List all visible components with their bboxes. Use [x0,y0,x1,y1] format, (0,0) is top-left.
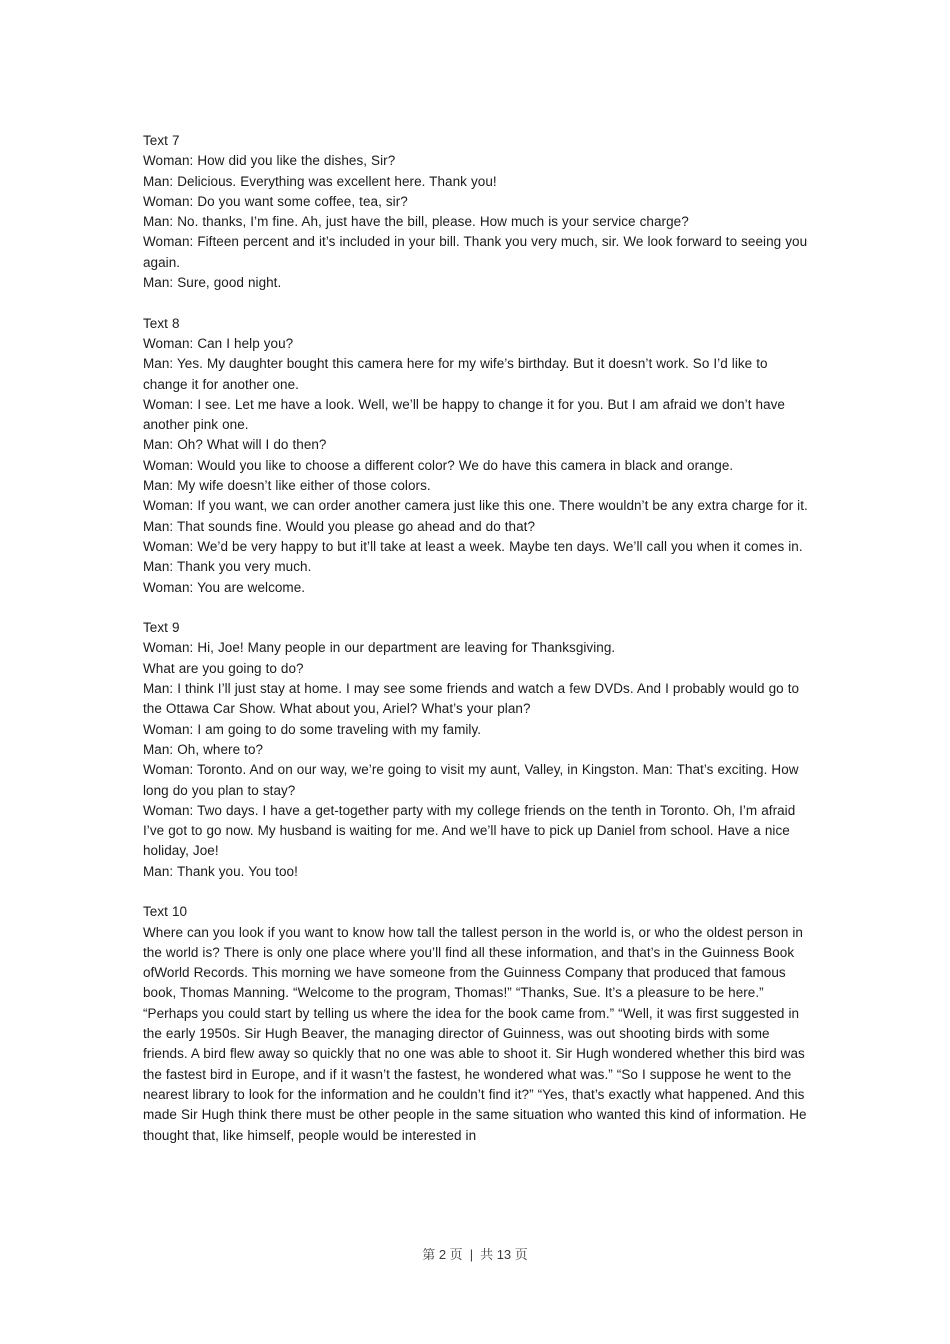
transcript-paragraph: Woman: Do you want some coffee, tea, sir? [143,193,408,209]
section-heading: Text 9 [143,620,180,636]
transcript-paragraph: Woman: Hi, Joe! Many people in our department are leaving for Thanksgiving. [143,640,616,656]
transcript-section [143,618,809,882]
footer-current-page: 第 2 页 [422,1247,463,1262]
section-heading: Text 7 [143,133,180,148]
transcript-paragraph: Man: That sounds fine. Would you please go ahead and do that? [143,518,536,534]
transcript-section [143,314,809,598]
transcript-paragraph: Man: Oh? What will I do then? [143,437,327,453]
transcript-paragraph: Man: Thank you. You too! [143,863,298,879]
transcript-paragraph: Woman: Toronto. And on our way, we’re going to visit my aunt, Valley, in Kingston. Man: That’s exciting. How long do you plan to stay? [143,762,799,798]
footer-separator: | [469,1247,474,1262]
transcript-paragraph: Woman: Can I help you? [143,335,294,351]
transcript-paragraph: Woman: I am going to do some traveling with my family. [143,721,482,737]
footer-total-pages: 共 13 页 [480,1247,528,1262]
transcript-paragraph: Woman: If you want, we can order another camera just like this one. There wouldn’t be any extra charge for it. [143,498,808,514]
transcript-paragraph: Woman: Fifteen percent and it’s included in your bill. Thank you very much, sir. We look forward to seeing you again. [143,234,808,270]
transcript-paragraph: What are you going to do? [143,660,304,676]
section-heading: Text 10 [143,904,188,920]
transcript-section [143,902,809,1146]
transcript-paragraph: Woman: Two days. I have a get-together party with my college friends on the tenth in Toronto. Oh, I’m afraid I’ve got to go now. My husband is waiting for me. And we’ll have to pick up Daniel from school. Have a nice holiday, Joe! [143,802,796,859]
section-heading: Text 8 [143,315,180,331]
transcript-paragraph: Woman: You are welcome. [143,579,306,595]
transcript-paragraph: Woman: We’d be very happy to but it’ll take at least a week. Maybe ten days. We’ll call you when it comes in. [143,538,803,554]
transcript-paragraph: Man: No. thanks, I’m fine. Ah, just have the bill, please. How much is your service charge? [143,214,689,230]
transcript-paragraph: Where can you look if you want to know how tall the tallest person in the world is, or who the oldest person in the world is? There is only one place where you’ll find all these information, and that’s in the Guinness Book ofWorld Records. This morning we have someone from the Guinness Company that produced that famous book, Thomas Manning. “Welcome to the program, Thomas!” “Thanks, Sue. It’s a pleasure to be here.” “Perhaps you could start by telling us where the idea for the book came from.” “Well, it was first suggested in the early 1950s. Sir Hugh Beaver, the managing director of Guinness, was out shooting birds with some friends. A bird flew away so quickly that no one was able to shoot it. Sir Hugh wondered whether this bird was the fastest bird in Europe, and if it wasn’t the fastest, he wondered what was.” “So I suppose he went to the nearest library to look for the information and he couldn’t find it?” “Yes, that’s exactly what happened. And this made Sir Hugh think there must be other people in the same situation who wanted this kind of information. He thought that, like himself, people would be interested in [143,924,807,1143]
transcript-paragraph: Man: I think I’ll just stay at home. I may see some friends and watch a few DVDs. And I probably would go to the Ottawa Car Show. What about you, Ariel? What’s your plan? [143,681,800,717]
transcript-section [143,131,809,293]
transcript-paragraph: Man: My wife doesn’t like either of those colors. [143,478,431,494]
transcript-paragraph: Man: Oh, where to? [143,741,264,757]
transcript-paragraph: Woman: Would you like to choose a different color? We do have this camera in black and orange. [143,457,734,473]
transcript-paragraph: Man: Thank you very much. [143,559,312,575]
transcript-paragraph: Man: Yes. My daughter bought this camera here for my wife’s birthday. But it doesn’t work. So I’d like to change it for another one. [143,356,768,392]
transcript-paragraph: Woman: I see. Let me have a look. Well, we’ll be happy to change it for you. But I am afraid we don’t have another pink one. [143,396,785,433]
transcript-paragraph: Man: Delicious. Everything was excellent here. Thank you! [143,173,497,189]
transcript-paragraph: Woman: How did you like the dishes, Sir? [143,153,396,169]
transcript-paragraph: Man: Sure, good night. [143,275,282,291]
transcript [143,131,809,1146]
page-footer [0,1246,950,1263]
